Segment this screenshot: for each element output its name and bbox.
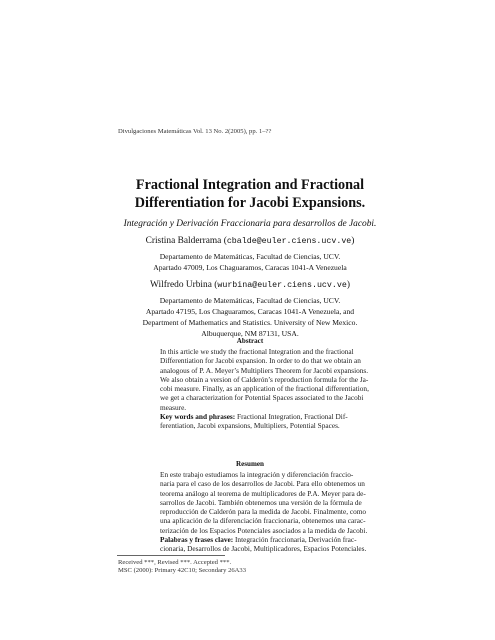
keywords-label: Palabras y frases clave:: [160, 535, 234, 544]
affiliation-line: Departamento de Matemáticas, Facultad de Ciencias, UCV.: [159, 252, 341, 261]
affiliation-line: Apartado 47195, Los Chaguaramos, Caracas 1041-A Venezuela, and: [145, 307, 355, 316]
received-footnote: Received ***, Revised ***. Accepted ***.: [118, 559, 232, 566]
msc-footnote: MSC (2000): Primary 42C10; Secondary 26A33: [118, 567, 247, 574]
journal-header: Divulgaciones Matemáticas Vol. 13 No. 2(2005), pp. 1–??: [118, 128, 272, 135]
affiliation-line: Departamento de Matemáticas, Facultad de Ciencias, UCV.: [159, 296, 341, 305]
title-line: Differentiation for Jacobi Expansions.: [134, 195, 366, 211]
resumen-line: En este trabajo estudiamos la integración y diferenciación fraccio-: [160, 470, 354, 479]
title-line: Fractional Integration and Fractional: [135, 177, 365, 193]
resumen-keywords: [160, 535, 442, 554]
resumen-heading: Resumen: [236, 460, 264, 468]
abstract-line: analogous of P. A. Meyer’s Multipliers Theorem for Jacobi expansions.: [160, 365, 369, 375]
author-2-affiliation: [60, 295, 440, 339]
keywords-line: cionaria, Desarrollos de Jacobi, Multiplicadores, Espacios Potenciales.: [160, 544, 367, 554]
abstract-line: cobi measure. Finally, as an application of the fractional differentiation,: [160, 384, 369, 394]
abstract-line: In this article we study the fractional Integration and the fractional: [160, 347, 354, 356]
resumen-line: una aplicación de la diferenciación fraccionaria, obtenemos una carac-: [160, 516, 366, 526]
author-1: Cristina Balderrama (cbalde@euler.ciens.ucv.ve): [145, 236, 355, 246]
paper-title: [60, 176, 440, 212]
paper-subtitle: Integración y Derivación Fraccionaria para desarrollos de Jacobi.: [123, 219, 377, 229]
abstract-body: [160, 347, 442, 412]
footnote-rule: [117, 555, 225, 556]
author-1-affiliation: [60, 251, 440, 273]
abstract-line: Differentiation for Jacobi expansion. In order to do that we obtain an: [160, 356, 361, 366]
abstract-line: We also obtain a version of Calderón’s reproduction formula for the Ja-: [160, 374, 369, 384]
affiliation-line: Albuquerque, NM 87131, USA.: [201, 329, 299, 338]
resumen-line: teorema análogo al teorema de multiplicadores de P.A. Meyer para de-: [160, 488, 366, 498]
keywords-line: ferentiation, Jacobi expansions, Multipliers, Potential Spaces.: [160, 421, 340, 431]
author-email: cbalde@euler.ciens.ucv.ve: [226, 237, 352, 246]
author-2: Wilfredo Urbina (wurbina@euler.ciens.ucv.ve): [150, 280, 350, 290]
abstract-keywords: [160, 412, 442, 431]
keywords-label: Key words and phrases:: [160, 412, 236, 421]
resumen-line: terización de los Espacios Potenciales asociados a la medida de Jacobi.: [160, 525, 368, 535]
resumen-body: [160, 470, 442, 535]
resumen-line: reproducción de Calderón para la medida de Jacobi. Finalmente, como: [160, 507, 367, 517]
keywords-line: Key words and phrases: Fractional Integration, Fractional Dif-: [160, 412, 348, 421]
keywords-line: Palabras y frases clave: Integración fraccionaria, Derivación frac-: [160, 535, 357, 544]
author-name: Wilfredo Urbina: [150, 280, 212, 290]
resumen-line: sarrollos de Jacobi. También obtenemos una versión de la fórmula de: [160, 497, 362, 507]
abstract-heading: Abstract: [236, 337, 264, 345]
abstract-line: measure.: [160, 402, 187, 412]
affiliation-line: Apartado 47009, Los Chaguaramos, Caracas 1041-A Venezuela: [153, 263, 347, 272]
affiliation-line: Department of Mathematics and Statistics. University of New Mexico.: [142, 318, 358, 327]
author-email: wurbina@euler.ciens.ucv.ve: [217, 281, 347, 290]
abstract-line: we get a characterization for Potential Spaces associated to the Jacobi: [160, 393, 364, 403]
resumen-line: naria para el caso de los desarrollos de Jacobi. Para ello obtenemos un: [160, 479, 365, 489]
author-name: Cristina Balderrama: [145, 236, 222, 246]
